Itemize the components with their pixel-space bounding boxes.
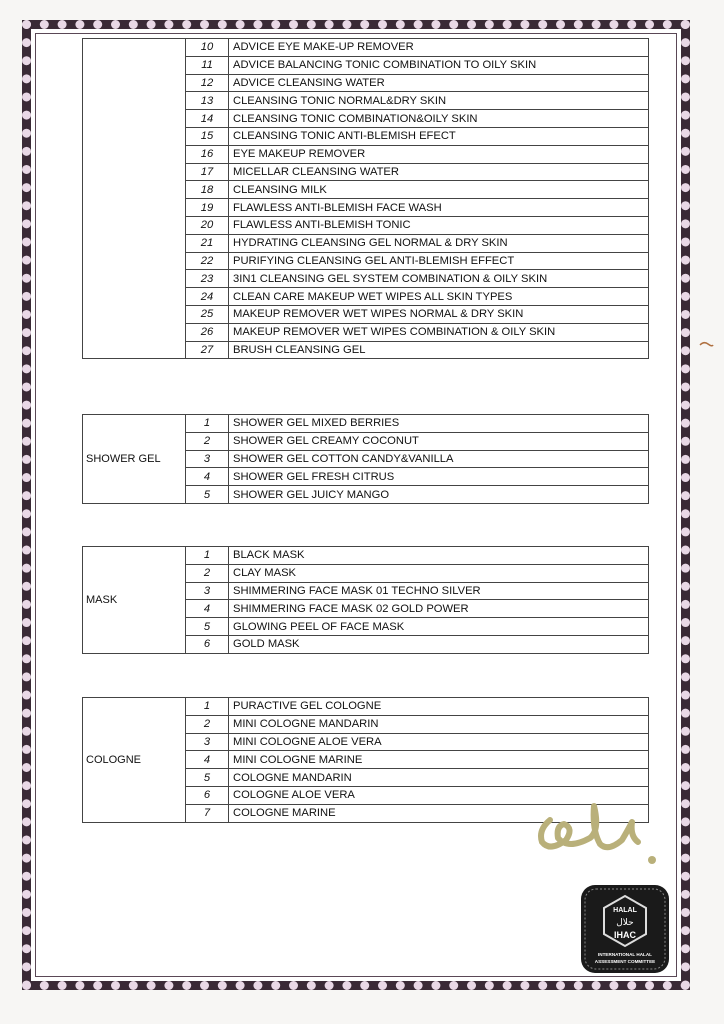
item-name: CLEANSING TONIC NORMAL&DRY SKIN [229,92,649,110]
item-name: MINI COLOGNE MANDARIN [229,715,649,733]
item-number: 6 [186,635,229,653]
signature-icon [528,800,668,880]
item-name: ADVICE CLEANSING WATER [229,74,649,92]
item-name: CLAY MASK [229,564,649,582]
item-number: 22 [186,252,229,270]
table-row [83,698,649,716]
item-name: SHIMMERING FACE MASK 01 TECHNO SILVER [229,582,649,600]
item-name: SHOWER GEL MIXED BERRIES [229,415,649,433]
item-number: 15 [186,127,229,145]
item-name: SHOWER GEL COTTON CANDY&VANILLA [229,450,649,468]
item-name: SHOWER GEL FRESH CITRUS [229,468,649,486]
table-row [83,547,649,565]
item-number: 5 [186,486,229,504]
item-name: GLOWING PEEL OF FACE MASK [229,618,649,636]
product-table-mask [82,546,649,654]
item-name: COLOGNE MARINE [229,804,649,822]
item-number: 1 [186,547,229,565]
item-name: CLEANSING MILK [229,181,649,199]
item-number: 5 [186,769,229,787]
item-name: HYDRATING CLEANSING GEL NORMAL & DRY SKIN [229,234,649,252]
item-name: GOLD MASK [229,635,649,653]
item-name: COLOGNE ALOE VERA [229,786,649,804]
seal-name-text: IHAC [614,930,636,940]
item-number: 5 [186,618,229,636]
item-name: ADVICE EYE MAKE-UP REMOVER [229,39,649,57]
item-name: BRUSH CLEANSING GEL [229,341,649,359]
item-number: 3 [186,733,229,751]
item-name: MINI COLOGNE MARINE [229,751,649,769]
item-number: 26 [186,323,229,341]
seal-arabic-text: حلال [616,918,634,928]
item-name: SHOWER GEL JUICY MANGO [229,486,649,504]
item-name: CLEANSING TONIC COMBINATION&OILY SKIN [229,110,649,128]
item-number: 1 [186,415,229,433]
item-name: MAKEUP REMOVER WET WIPES COMBINATION & OILY SKIN [229,323,649,341]
item-number: 2 [186,715,229,733]
item-number: 7 [186,804,229,822]
stray-mark-icon [698,340,714,350]
item-number: 2 [186,432,229,450]
category-label: SHOWER GEL [83,415,186,504]
item-name: 3IN1 CLEANSING GEL SYSTEM COMBINATION & OILY SKIN [229,270,649,288]
category-label: COLOGNE [83,698,186,823]
item-name: MAKEUP REMOVER WET WIPES NORMAL & DRY SKIN [229,305,649,323]
item-number: 2 [186,564,229,582]
item-name: SHIMMERING FACE MASK 02 GOLD POWER [229,600,649,618]
item-number: 4 [186,751,229,769]
halal-seal-icon [580,884,670,974]
item-number: 3 [186,582,229,600]
table-row [83,39,649,57]
item-number: 16 [186,145,229,163]
item-name: MINI COLOGNE ALOE VERA [229,733,649,751]
item-number: 27 [186,341,229,359]
item-name: CLEAN CARE MAKEUP WET WIPES ALL SKIN TYPES [229,288,649,306]
item-name: FLAWLESS ANTI-BLEMISH FACE WASH [229,199,649,217]
product-table-cleansing [82,38,649,359]
item-number: 25 [186,305,229,323]
item-name: MICELLAR CLEANSING WATER [229,163,649,181]
item-name: PURACTIVE GEL COLOGNE [229,698,649,716]
item-number: 18 [186,181,229,199]
item-number: 10 [186,39,229,57]
seal-org-line2: ASSESSMENT COMMITTEE [594,959,656,964]
item-number: 17 [186,163,229,181]
product-table-shower-gel [82,414,649,504]
item-name: BLACK MASK [229,547,649,565]
category-label [83,39,186,359]
item-number: 6 [186,786,229,804]
item-name: COLOGNE MANDARIN [229,769,649,787]
item-number: 13 [186,92,229,110]
item-number: 4 [186,600,229,618]
item-number: 12 [186,74,229,92]
item-number: 14 [186,110,229,128]
item-name: CLEANSING TONIC ANTI-BLEMISH EFECT [229,127,649,145]
item-number: 11 [186,56,229,74]
table-row [83,415,649,433]
item-number: 24 [186,288,229,306]
item-name: FLAWLESS ANTI-BLEMISH TONIC [229,216,649,234]
item-number: 3 [186,450,229,468]
seal-top-text: HALAL [613,907,637,914]
item-number: 23 [186,270,229,288]
item-number: 1 [186,698,229,716]
item-name: SHOWER GEL CREAMY COCONUT [229,432,649,450]
item-number: 19 [186,199,229,217]
category-label: MASK [83,547,186,654]
item-name: PURIFYING CLEANSING GEL ANTI-BLEMISH EFFECT [229,252,649,270]
item-name: ADVICE BALANCING TONIC COMBINATION TO OILY SKIN [229,56,649,74]
item-number: 4 [186,468,229,486]
seal-org-line1: INTERNATIONAL HALAL [598,952,652,957]
item-number: 20 [186,216,229,234]
item-number: 21 [186,234,229,252]
item-name: EYE MAKEUP REMOVER [229,145,649,163]
